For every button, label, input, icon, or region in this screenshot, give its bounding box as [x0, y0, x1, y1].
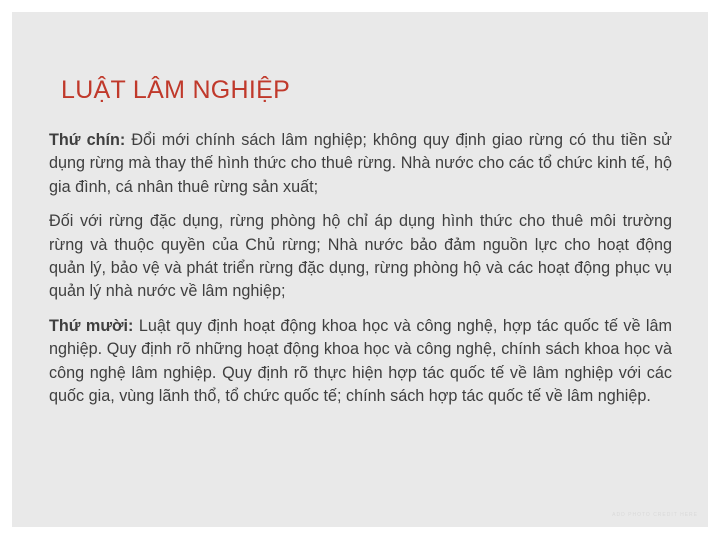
- photo-credit: ADD PHOTO CREDIT HERE: [612, 512, 698, 518]
- slide: [12, 12, 708, 527]
- paragraph-text: Đối với rừng đặc dụng, rừng phòng hộ chỉ áp dụng hình thức cho thuê môi trường rừng và thuộc quyền của Chủ rừng; Nhà nước bảo đảm nguồn lực cho hoạt động quản lý, bảo vệ và phát triển rừng đặc dụng, rừng phòng hộ và các hoạt động phục vụ quản lý nhà nước về lâm nghiệp;: [49, 212, 672, 301]
- paragraph-text: Đổi mới chính sách lâm nghiệp; không quy định giao rừng có thu tiền sử dụng rừng mà thay thế hình thức cho thuê rừng. Nhà nước cho các tổ chức kinh tế, hộ gia đình, cá nhân thuê rừng sản xuất;: [49, 131, 672, 196]
- paragraph-rung-dac-dung: [49, 210, 672, 304]
- paragraph-lead: Thứ chín:: [49, 131, 126, 149]
- paragraph-lead: Thứ mười:: [49, 316, 134, 335]
- paragraph-thu-chin: [49, 129, 672, 199]
- paragraph-text: Luật quy định hoạt động khoa học và công nghệ, hợp tác quốc tế về lâm nghiệp. Quy định rõ những hoạt động khoa học và công nghệ, chính sách khoa học và công nghệ lâm nghiệp. Quy định rõ thực hiện hợp tác quốc tế về lâm nghiệp với các quốc gia, vùng lãnh thổ, tổ chức quốc tế; chính sách hợp tác quốc tế về lâm nghiệp.: [49, 316, 672, 406]
- slide-body: [49, 129, 672, 419]
- slide-title: LUẬT LÂM NGHIỆP: [61, 76, 291, 104]
- paragraph-thu-muoi: [49, 315, 672, 409]
